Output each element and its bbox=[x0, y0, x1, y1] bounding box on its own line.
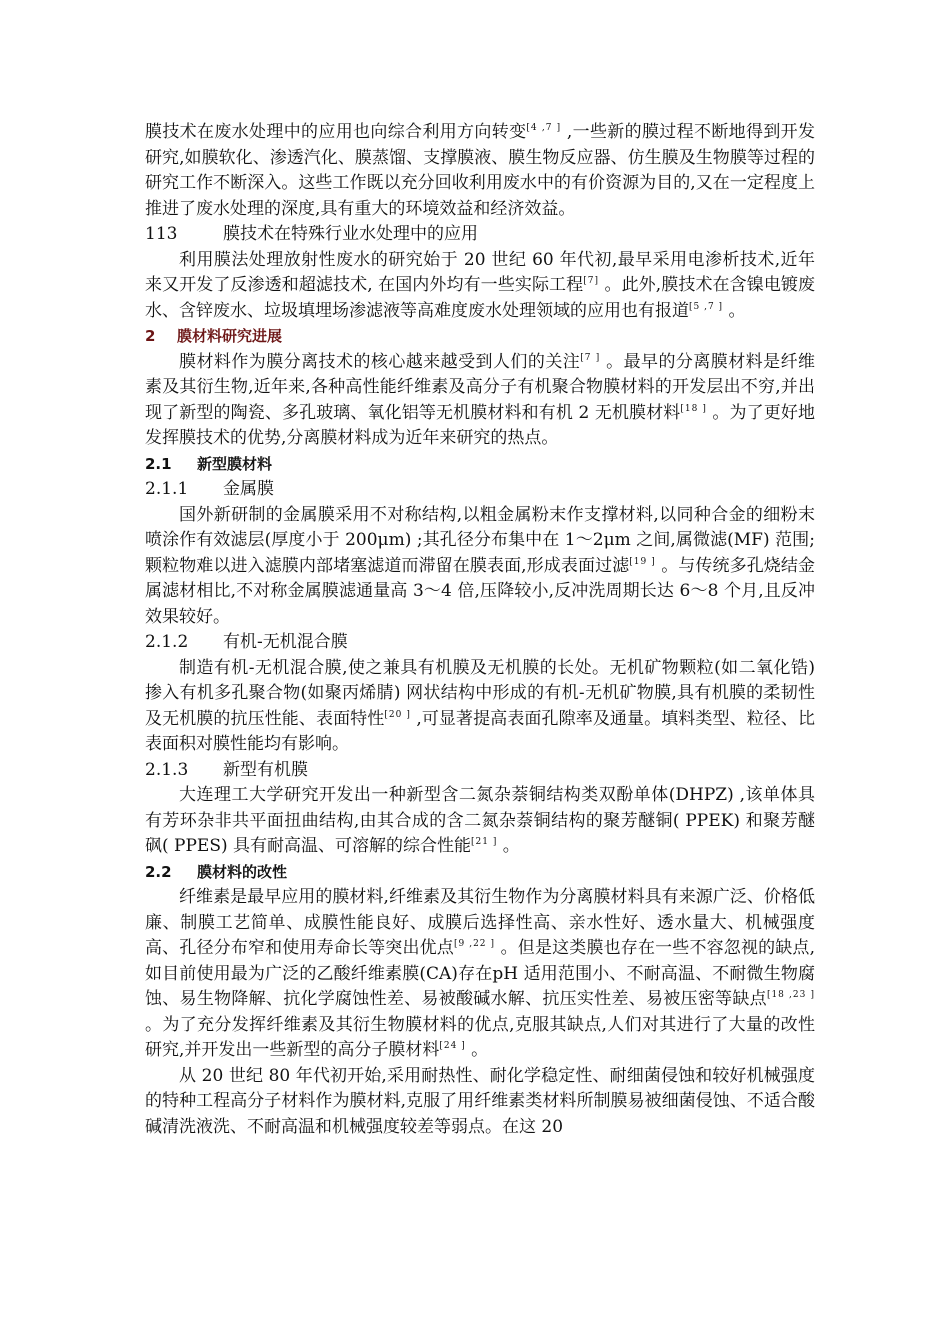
heading-title: 新型有机膜 bbox=[223, 759, 308, 780]
paragraph-text: 膜材料作为膜分离技术的核心越来越受到人们的关注 bbox=[179, 351, 581, 372]
heading-number: 2.1.3 bbox=[145, 759, 189, 780]
citation: [18 ,23 ] bbox=[766, 990, 815, 1000]
subsection-heading bbox=[145, 758, 815, 784]
paragraph-text: 制造有机-无机混合膜,使之兼具有机膜及无机膜的长处。无机矿物颗粒(如二氧化锆) 掺入有机多孔聚合物(如聚丙烯腈) 网状结构中形成的有机-无机矿物膜,具有机膜的柔韧性及无机膜的抗压性能、表面特性 bbox=[145, 657, 815, 729]
paragraph-text: 。为了充分发挥纤维素及其衍生物膜材料的优点,克服其缺点,人们对其进行了大量的改性研究,并开发出一些新型的高分子膜材料 bbox=[145, 1014, 815, 1060]
heading-number: 2.1.2 bbox=[145, 632, 189, 652]
paragraph-text: 从 20 世纪 80 年代初开始,采用耐热性、耐化学稳定性、耐细菌侵蚀和较好机械强度的特种工程高分子材料作为膜材料,克服了用纤维素类材料所制膜易被细菌侵蚀、不适合酸碱清洗液洗、不耐高温和机械强度较差等弱点。在这 20 bbox=[145, 1065, 815, 1137]
citation: [7 ] bbox=[580, 352, 601, 363]
citation: [21 ] bbox=[471, 837, 498, 847]
section-heading bbox=[145, 324, 815, 350]
citation: [19 ] bbox=[629, 556, 656, 567]
paragraph bbox=[145, 350, 815, 452]
paragraph bbox=[145, 503, 815, 631]
paragraph bbox=[145, 656, 815, 758]
paragraph-text: 。与传统多孔烧结金属滤材相比,不对称金属膜滤通量高 3～4 倍,压降较小,反冲洗周期长达 6～8 个月,且反冲效果较好。 bbox=[145, 555, 815, 627]
heading-number: 2 bbox=[145, 327, 156, 345]
paragraph-text: 。 bbox=[465, 1040, 489, 1060]
paragraph-text: 纤维素是最早应用的膜材料,纤维素及其衍生物作为分离膜材料具有来源广泛、价格低廉、制膜工艺简单、成膜性能良好、成膜后选择性高、亲水性好、透水量大、机械强度高、孔径分布窄和使用寿命长等突出优点 bbox=[145, 887, 815, 958]
paragraph-text: 。此外,膜技术在含镍电镀废水、含锌废水、垃圾填埋场渗滤液等高难度废水处理领域的应用也有报道 bbox=[145, 275, 815, 321]
paragraph bbox=[145, 885, 815, 1064]
citation: [7] bbox=[583, 276, 599, 286]
subsection-heading bbox=[145, 477, 815, 503]
paragraph-text: 大连理工大学研究开发出一种新型含二氮杂萘铜结构类双酚单体(DHPZ) ,该单体具有芳环杂非共平面扭曲结构,由其合成的含二氮杂萘铜结构的聚芳醚铜( PPEK) 和聚芳醚砜( PPES) 具有耐高温、可溶解的综合性能 bbox=[145, 785, 815, 856]
document-page bbox=[145, 120, 815, 1140]
paragraph-text: 国外新研制的金属膜采用不对称结构,以粗金属粉末作支撑材料,以同种合金的细粉末喷涂作有效滤层(厚度小于 200μm) ;其孔径分布集中在 1～2μm 之间,属微滤(MF) 范围;颗粒物难以进入滤膜内部堵塞滤道而滞留在膜表面,形成表面过滤 bbox=[145, 504, 815, 576]
heading-title: 金属膜 bbox=[223, 479, 274, 499]
paragraph-text: ,可显著提高表面孔隙率及通量。填料类型、粒径、比表面积对膜性能均有影响。 bbox=[145, 708, 816, 754]
heading-number: 2.1 bbox=[145, 454, 172, 473]
heading-title: 新型膜材料 bbox=[197, 454, 273, 473]
paragraph bbox=[145, 248, 815, 325]
citation: [18 ] bbox=[680, 403, 707, 414]
paragraph-text: 。但是这类膜也存在一些不容忽视的缺点,如目前使用最为广泛的乙酸纤维素膜(CA)存在pH 适用范围小、不耐高温、不耐微生物腐蚀、易生物降解、抗化学腐蚀性差、易被酸碱水解、抗压实性差、易被压密等缺点 bbox=[145, 938, 815, 1009]
heading-title: 膜材料的改性 bbox=[197, 862, 288, 881]
heading-number: 2.1.1 bbox=[145, 479, 189, 499]
subsection-heading bbox=[145, 630, 815, 656]
paragraph-text: 膜技术在废水处理中的应用也向综合利用方向转变 bbox=[145, 122, 527, 142]
section-heading bbox=[145, 860, 815, 886]
heading-number: 113 bbox=[145, 224, 178, 244]
citation: [5 ,7 ] bbox=[689, 301, 724, 312]
paragraph bbox=[145, 1064, 815, 1141]
paragraph bbox=[145, 120, 815, 222]
paragraph-text: 。 bbox=[497, 836, 520, 856]
heading-title: 膜技术在特殊行业水处理中的应用 bbox=[223, 224, 478, 244]
paragraph-text: ,一些新的膜过程不断地得到开发研究,如膜软化、渗透汽化、膜蒸馏、支撑膜液、膜生物反应器、仿生膜及生物膜等过程的研究工作不断深入。这些工作既以充分回收利用废水中的有价资源为目的,又在一定程度上推进了废水处理的深度,具有重大的环境效益和经济效益。 bbox=[145, 122, 815, 219]
paragraph-text: 。为了更好地发挥膜技术的优势,分离膜材料成为近年来研究的热点。 bbox=[145, 402, 816, 448]
heading-number: 2.2 bbox=[145, 862, 172, 881]
heading-title: 膜材料研究进展 bbox=[177, 327, 283, 345]
paragraph-text: 。 bbox=[723, 300, 746, 321]
citation: [9 ,22 ] bbox=[453, 939, 496, 949]
heading-title: 有机-无机混合膜 bbox=[223, 632, 348, 652]
paragraph bbox=[145, 783, 815, 860]
section-heading bbox=[145, 452, 815, 478]
citation: [24 ] bbox=[439, 1041, 466, 1051]
citation: [20 ] bbox=[384, 709, 411, 720]
subsection-heading bbox=[145, 222, 815, 248]
paragraph-text: 。最早的分离膜材料是纤维素及其衍生物,近年来,各种高性能纤维素及高分子有机聚合物膜材料的开发层出不穷,并出现了新型的陶瓷、多孔玻璃、氧化铝等无机膜材料和有机 2 无机膜材料 bbox=[145, 351, 816, 423]
paragraph-text: 利用膜法处理放射性废水的研究始于 20 世纪 60 年代初,最早采用电渗析技术,近年来又开发了反渗透和超滤技术, 在国内外均有一些实际工程 bbox=[145, 249, 815, 295]
citation: [4 ,7 ] bbox=[526, 123, 562, 133]
